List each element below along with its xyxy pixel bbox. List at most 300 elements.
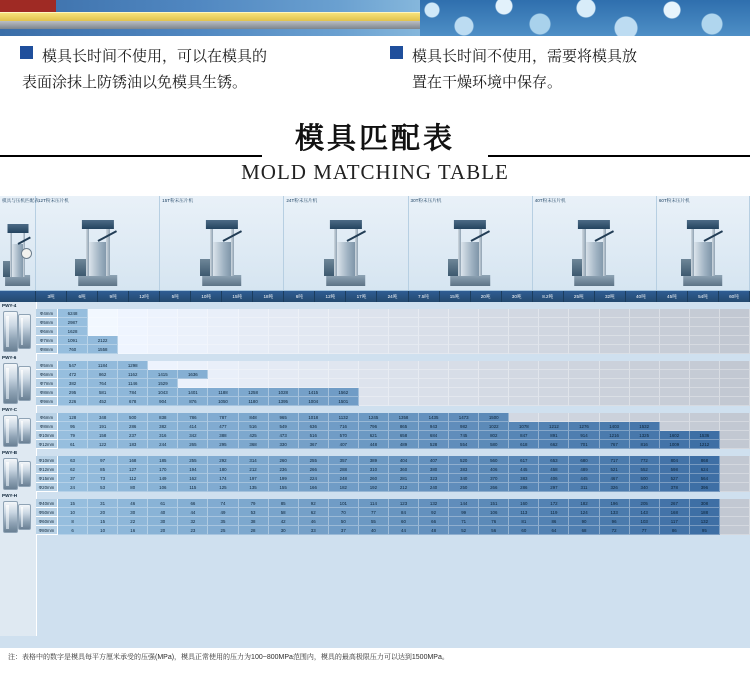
table-cell: 56	[479, 526, 509, 535]
table-cell: 85	[88, 465, 118, 474]
table-cell: 101	[329, 499, 359, 508]
table-cell	[720, 465, 750, 474]
table-cell	[720, 397, 750, 406]
table-cell	[389, 370, 419, 379]
table-cell: 621	[359, 431, 389, 440]
table-cell	[449, 388, 479, 397]
tonnage-header-row	[0, 291, 750, 302]
table-cell: 564	[690, 474, 720, 483]
table-cell	[178, 336, 208, 345]
table-cell	[720, 379, 750, 388]
machine-label: 30T粉末压片机	[410, 198, 442, 203]
tonnage-cell: 25吨	[564, 291, 595, 302]
table-cell: 68	[569, 526, 599, 535]
table-cell	[720, 370, 750, 379]
table-cell: 95	[58, 422, 88, 431]
table-cell: 267	[660, 499, 690, 508]
table-cell	[509, 370, 539, 379]
table-cell	[630, 336, 660, 345]
table-cell: 236	[269, 465, 299, 474]
table-cell	[299, 318, 329, 327]
table-cell	[479, 336, 509, 345]
table-cell	[720, 336, 750, 345]
tonnage-cell: 30吨	[502, 291, 533, 302]
table-cell: 308	[690, 499, 720, 508]
machine-column-1	[36, 196, 160, 290]
table-cell: 383	[509, 474, 539, 483]
table-cell: 684	[419, 431, 449, 440]
table-cell: 84	[389, 508, 419, 517]
section-title	[0, 120, 750, 190]
table-cell	[359, 379, 389, 388]
diameter-label: Φ6mm	[36, 413, 58, 422]
table-cell	[419, 336, 449, 345]
table-cell: 1529	[148, 379, 178, 388]
table-cell	[449, 327, 479, 336]
tonnage-cell: 12吨	[129, 291, 160, 302]
table-cell: 113	[509, 508, 539, 517]
diameter-label: Φ6mm	[36, 370, 58, 379]
machine-label: 15T粉末压片机	[162, 198, 194, 203]
tonnage-cell: 5吨	[160, 291, 191, 302]
table-cell: 406	[479, 465, 509, 474]
table-cell	[569, 309, 599, 318]
mold-photo	[18, 418, 31, 444]
note-2-line-1: 模具长时间不使用，需要将模具放	[412, 48, 638, 65]
table-cell	[208, 370, 238, 379]
table-cell: 370	[479, 474, 509, 483]
table-cell: 97	[88, 456, 118, 465]
table-cell: 192	[359, 483, 389, 492]
table-cell: 1184	[88, 361, 118, 370]
tonnage-cell: 17吨	[346, 291, 377, 302]
tonnage-cell: 15吨	[222, 291, 253, 302]
mold-group-label: PWY-6	[2, 355, 17, 360]
table-cell: 86	[539, 517, 569, 526]
table-cell	[269, 327, 299, 336]
table-cell	[600, 309, 630, 318]
table-cell: 802	[479, 431, 509, 440]
table-cell: 796	[359, 422, 389, 431]
table-cell: 226	[58, 397, 88, 406]
table-cell: 81	[509, 517, 539, 526]
table-cell	[148, 345, 178, 354]
table-cell	[569, 413, 599, 422]
table-cell	[569, 361, 599, 370]
table-cell: 767	[600, 440, 630, 449]
table-cell: 28	[239, 526, 269, 535]
table-cell	[630, 379, 660, 388]
table-cell: 680	[569, 456, 599, 465]
table-cell	[178, 361, 208, 370]
tonnage-cell: 45吨	[657, 291, 688, 302]
table-cell: 1028	[269, 388, 299, 397]
table-cell	[690, 379, 720, 388]
table-cell	[239, 379, 269, 388]
table-cell: 500	[630, 474, 660, 483]
table-cell	[539, 361, 569, 370]
table-cell: 74	[208, 499, 238, 508]
table-cell	[208, 309, 238, 318]
table-cell: 528	[419, 440, 449, 449]
table-cell	[269, 336, 299, 345]
table-cell	[329, 318, 359, 327]
table-cell	[720, 431, 750, 440]
mold-photo	[18, 504, 31, 530]
table-cell	[690, 327, 720, 336]
table-cell: 61	[58, 440, 88, 449]
table-cell	[720, 499, 750, 508]
table-cell: 191	[88, 422, 118, 431]
table-cell	[600, 379, 630, 388]
mold-photo	[18, 366, 31, 401]
table-cell	[509, 413, 539, 422]
table-cell: 106	[479, 508, 509, 517]
table-cell	[118, 327, 148, 336]
table-cell	[690, 361, 720, 370]
table-cell: 368	[239, 440, 269, 449]
table-cell	[630, 327, 660, 336]
table-cell	[389, 397, 419, 406]
table-cell: 448	[359, 440, 389, 449]
table-cell	[660, 327, 690, 336]
table-cell: 1500	[479, 413, 509, 422]
machine-label: 24T粉末压片机	[286, 198, 318, 203]
table-cell	[239, 336, 269, 345]
diameter-label: Φ20mm	[36, 483, 58, 492]
table-cell: 168	[660, 508, 690, 517]
table-cell: 1415	[299, 388, 329, 397]
corner-label: 模具与压机匹配表	[2, 198, 39, 203]
table-cell	[118, 318, 148, 327]
press-machine-illustration	[323, 220, 369, 286]
table-cell: 212	[239, 465, 269, 474]
table-cell	[660, 318, 690, 327]
table-cell: 467	[600, 474, 630, 483]
table-cell: 60	[509, 526, 539, 535]
table-cell: 380	[419, 465, 449, 474]
table-cell: 244	[148, 440, 178, 449]
table-cell: 1188	[208, 388, 238, 397]
table-cell	[690, 413, 720, 422]
table-cell: 297	[539, 483, 569, 492]
press-machine-illustration	[199, 220, 245, 286]
table-cell	[449, 336, 479, 345]
table-cell: 135	[239, 483, 269, 492]
tonnage-cell: 20吨	[471, 291, 502, 302]
table-cell: 404	[389, 456, 419, 465]
mold-photo	[3, 311, 18, 352]
table-cell	[359, 345, 389, 354]
table-cell: 848	[239, 413, 269, 422]
table-cell: 678	[118, 397, 148, 406]
table-cell: 237	[118, 431, 148, 440]
table-cell	[118, 345, 148, 354]
note-2-line-2: 置在干燥环境中保存。	[412, 74, 563, 91]
table-cell: 52	[449, 526, 479, 535]
table-cell: 188	[690, 508, 720, 517]
table-cell	[208, 327, 238, 336]
table-cell: 122	[88, 440, 118, 449]
table-cell: 407	[419, 456, 449, 465]
table-cell: 516	[239, 422, 269, 431]
mold-photo	[3, 501, 18, 533]
note-1-line-2: 表面涂抹上防锈油以免模具生锈。	[22, 74, 248, 91]
diameter-label: Φ12mm	[36, 440, 58, 449]
table-cell	[660, 336, 690, 345]
table-cell	[449, 318, 479, 327]
table-cell	[208, 318, 238, 327]
table-cell: 62	[299, 508, 329, 517]
table-cell: 128	[58, 413, 88, 422]
table-cell: 1212	[690, 440, 720, 449]
table-cell	[299, 361, 329, 370]
table-cell: 876	[178, 397, 208, 406]
table-cell	[539, 413, 569, 422]
table-cell: 58	[269, 508, 299, 517]
table-cell: 868	[690, 456, 720, 465]
table-cell: 286	[509, 483, 539, 492]
table-cell: 904	[148, 397, 178, 406]
table-cell	[329, 361, 359, 370]
table-cell: 516	[299, 431, 329, 440]
table-cell: 92	[419, 508, 449, 517]
table-cell	[539, 318, 569, 327]
table-cell: 197	[239, 474, 269, 483]
table-cell: 816	[630, 440, 660, 449]
table-cell	[630, 361, 660, 370]
machine-column-4	[409, 196, 533, 290]
table-cell	[569, 379, 599, 388]
banner-bubbles	[420, 0, 750, 36]
table-cell	[239, 327, 269, 336]
table-cell	[449, 361, 479, 370]
table-cell: 1358	[389, 413, 419, 422]
table-cell: 124	[569, 508, 599, 517]
table-cell	[359, 327, 389, 336]
table-cell: 521	[600, 465, 630, 474]
table-cell: 624	[690, 465, 720, 474]
table-cell: 30	[269, 526, 299, 535]
table-cell	[148, 361, 178, 370]
table-cell: 1473	[449, 413, 479, 422]
table-cell	[600, 397, 630, 406]
table-cell: 22	[118, 517, 148, 526]
table-cell	[479, 309, 509, 318]
table-cell	[178, 379, 208, 388]
table-cell: 196	[600, 499, 630, 508]
table-cell: 158	[88, 431, 118, 440]
table-cell: 155	[269, 483, 299, 492]
table-cell: 764	[88, 379, 118, 388]
table-cell	[569, 318, 599, 327]
table-cell	[269, 370, 299, 379]
table-cell: 598	[660, 465, 690, 474]
tonnage-cell: 3吨	[36, 291, 67, 302]
table-cell	[569, 327, 599, 336]
table-cell: 1276	[569, 422, 599, 431]
table-cell	[148, 309, 178, 318]
table-cell: 406	[539, 474, 569, 483]
table-cell	[389, 379, 419, 388]
table-cell	[178, 309, 208, 318]
bullet-square-icon	[390, 46, 403, 59]
mold-group-label: PWY-B	[2, 450, 18, 455]
table-cell: 1562	[329, 388, 359, 397]
table-cell: 66	[419, 517, 449, 526]
table-cell: 288	[329, 465, 359, 474]
table-cell: 445	[569, 474, 599, 483]
table-cell: 1004	[299, 397, 329, 406]
table-cell: 787	[208, 413, 238, 422]
table-cell: 224	[299, 474, 329, 483]
table-cell: 92	[299, 499, 329, 508]
table-cell: 360	[389, 465, 419, 474]
table-cell: 323	[419, 474, 449, 483]
press-machine-illustration	[447, 220, 493, 286]
table-cell: 160	[509, 499, 539, 508]
table-cell: 260	[359, 474, 389, 483]
table-cell: 489	[389, 440, 419, 449]
table-cell	[539, 345, 569, 354]
mold-matching-table	[0, 196, 750, 648]
table-cell	[299, 345, 329, 354]
mold-group-label: PWY-4	[2, 303, 17, 308]
table-cell	[239, 370, 269, 379]
table-cell: 477	[208, 422, 238, 431]
table-cell: 914	[569, 431, 599, 440]
table-cell: 1022	[479, 422, 509, 431]
table-cell	[208, 379, 238, 388]
table-cell	[329, 336, 359, 345]
table-cell: 658	[389, 431, 419, 440]
table-cell: 396	[690, 483, 720, 492]
diameter-label: Φ60mm	[36, 517, 58, 526]
bullet-square-icon	[20, 46, 33, 59]
table-cell	[509, 327, 539, 336]
table-cell: 1435	[419, 413, 449, 422]
table-cell	[479, 345, 509, 354]
diameter-label: Φ5mm	[36, 318, 58, 327]
table-cell: 786	[178, 413, 208, 422]
table-cell	[539, 336, 569, 345]
table-cell: 212	[389, 483, 419, 492]
table-cell	[600, 336, 630, 345]
table-cell: 53	[239, 508, 269, 517]
notes-section	[0, 36, 750, 114]
table-cell	[630, 370, 660, 379]
table-cell	[419, 370, 449, 379]
table-cell: 31	[88, 499, 118, 508]
table-cell: 458	[539, 465, 569, 474]
table-cell	[299, 327, 329, 336]
tonnage-cell: 6吨	[284, 291, 315, 302]
table-cell	[208, 361, 238, 370]
table-cell	[329, 327, 359, 336]
press-machine-illustration	[75, 220, 121, 286]
table-cell: 1415	[148, 370, 178, 379]
table-cell: 580	[479, 440, 509, 449]
table-cell	[569, 370, 599, 379]
table-cell	[660, 388, 690, 397]
diameter-label: Φ6mm	[36, 327, 58, 336]
table-cell	[690, 370, 720, 379]
table-cell: 168	[118, 456, 148, 465]
tonnage-cell: 8.2吨	[533, 291, 564, 302]
table-cell: 127	[118, 465, 148, 474]
table-cell	[720, 456, 750, 465]
table-cell: 71	[449, 517, 479, 526]
table-cell	[660, 345, 690, 354]
table-cell: 172	[539, 499, 569, 508]
table-cell: 389	[359, 456, 389, 465]
note-item-2	[390, 44, 740, 96]
table-cell	[660, 309, 690, 318]
table-cell: 112	[118, 474, 148, 483]
table-cell	[479, 379, 509, 388]
table-cell	[419, 309, 449, 318]
table-cell: 717	[600, 456, 630, 465]
table-cell: 552	[630, 465, 660, 474]
table-cell: 40	[359, 526, 389, 535]
table-cell: 162	[178, 474, 208, 483]
table-cell	[239, 318, 269, 327]
table-cell: 784	[118, 388, 148, 397]
table-cell: 95	[690, 526, 720, 535]
table-cell: 180	[208, 465, 238, 474]
table-cell: 166	[299, 483, 329, 492]
table-cell	[449, 309, 479, 318]
table-cell: 70	[329, 508, 359, 517]
table-cell: 86	[660, 526, 690, 535]
table-cell	[208, 345, 238, 354]
table-cell	[630, 309, 660, 318]
table-cell: 452	[88, 397, 118, 406]
table-cell	[600, 318, 630, 327]
table-cell: 1078	[509, 422, 539, 431]
table-cell	[690, 345, 720, 354]
table-cell: 1162	[118, 370, 148, 379]
table-cell	[600, 370, 630, 379]
table-cell	[269, 379, 299, 388]
table-cell: 133	[600, 508, 630, 517]
table-body	[0, 302, 750, 636]
table-cell: 311	[569, 483, 599, 492]
table-cell	[479, 318, 509, 327]
table-cell: 340	[449, 474, 479, 483]
table-cell: 20	[148, 526, 178, 535]
table-cell	[720, 474, 750, 483]
table-cell: 79	[239, 499, 269, 508]
table-cell: 60	[389, 517, 419, 526]
press-machine-illustration	[571, 220, 617, 286]
table-cell: 367	[299, 440, 329, 449]
table-cell: 132	[690, 517, 720, 526]
table-cell: 119	[539, 508, 569, 517]
table-cell	[660, 413, 690, 422]
table-cell: 407	[329, 440, 359, 449]
table-cell	[660, 361, 690, 370]
table-cell	[600, 327, 630, 336]
table-cell	[449, 370, 479, 379]
table-cell: 35	[208, 517, 238, 526]
tonnage-cell: 15吨	[440, 291, 471, 302]
diameter-label: Φ15mm	[36, 474, 58, 483]
table-cell: 15	[88, 517, 118, 526]
title-rule-left	[0, 155, 262, 157]
table-cell: 357	[329, 456, 359, 465]
banner-gray-bar	[0, 21, 430, 29]
